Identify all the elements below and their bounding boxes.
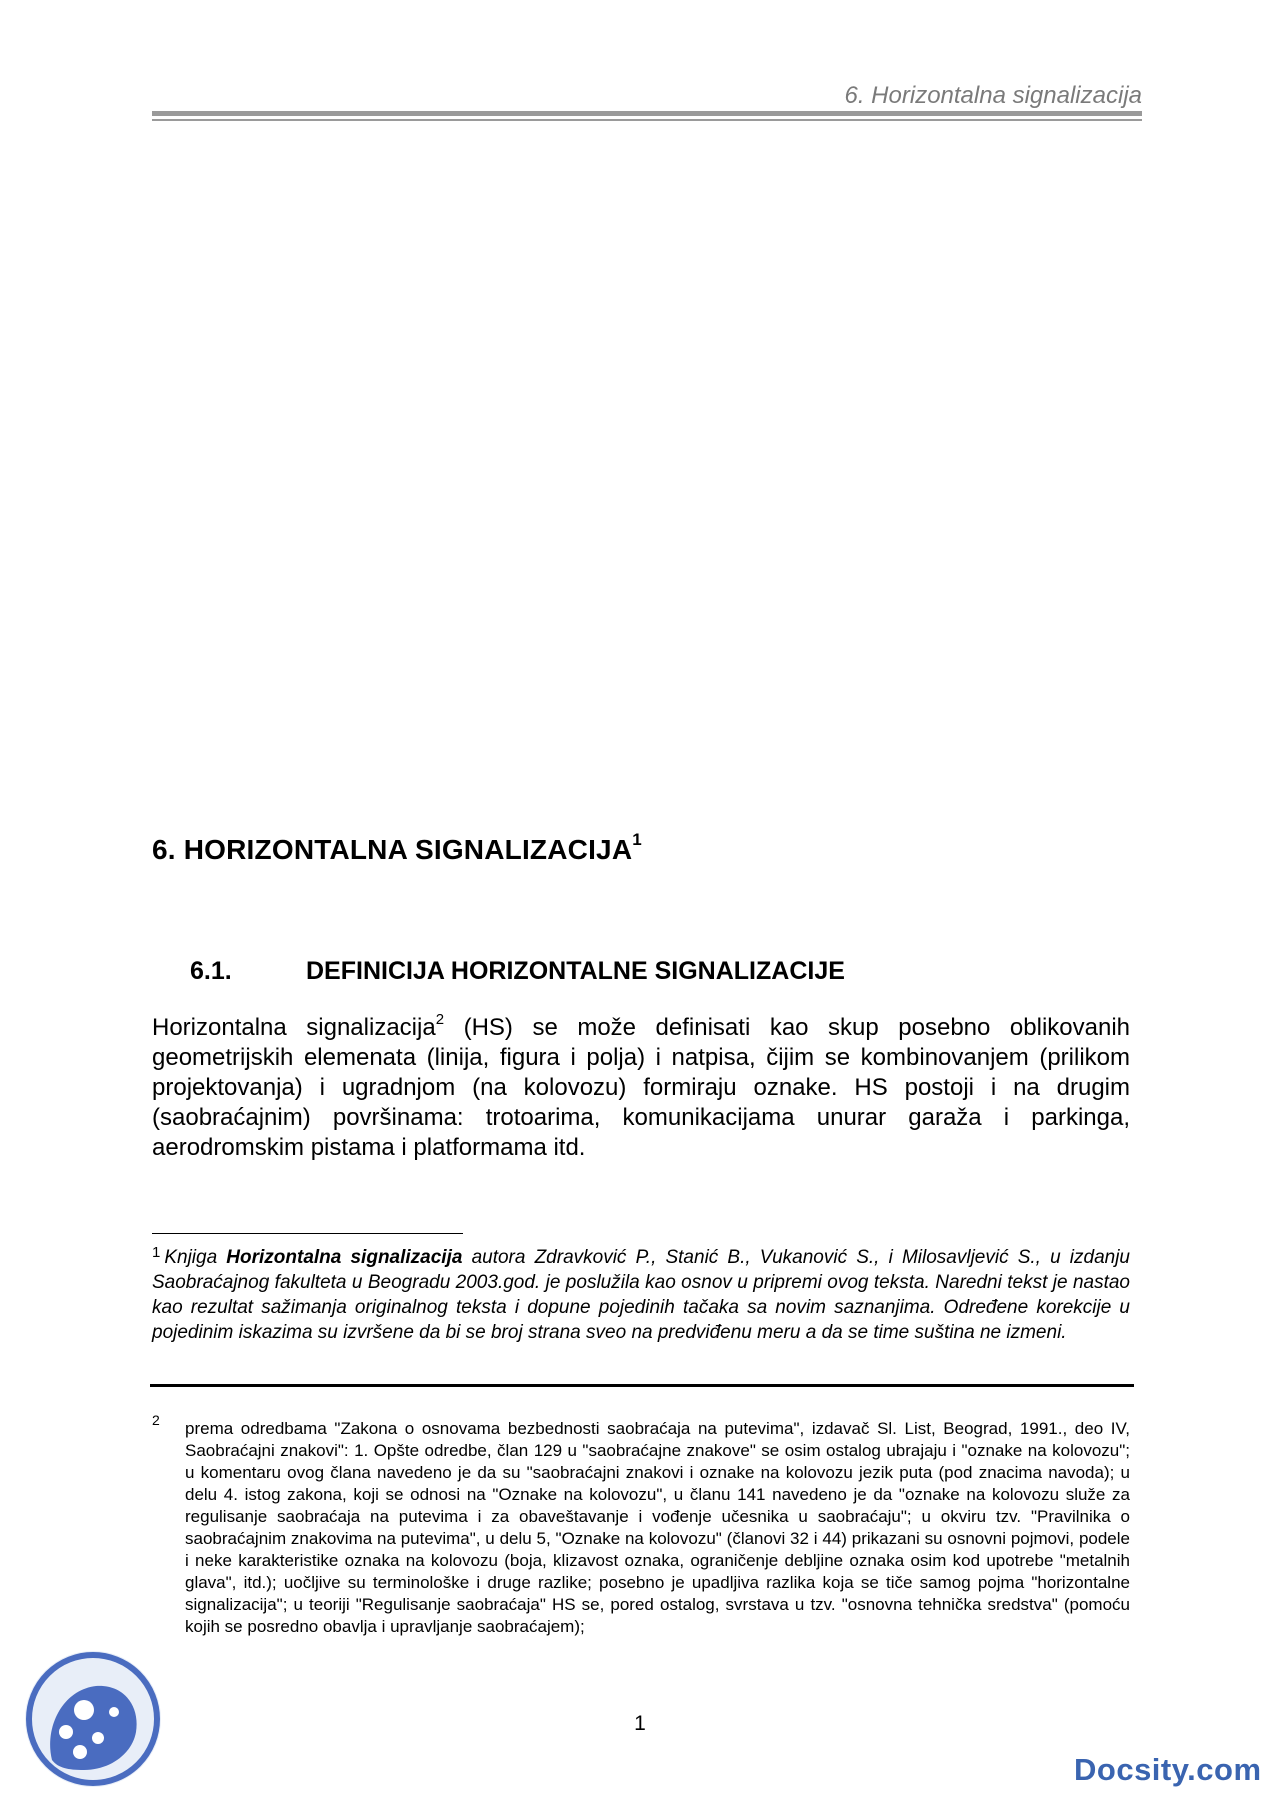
- footnote-separator: [152, 1233, 463, 1234]
- footnote-2: prema odredbama "Zakona o osnovama bezbednosti saobraćaja na putevima", izdavač Sl. List, Beograd, 1991., deo IV, Saobraćajni znakovi": 1. Opšte odredbe, član 129 u "saobraćajne znakove" se osim ostalog ubrajaju i "oznake na kolovozu"; u komentaru ovog člana navedeno je da su "saobraćajni znakovi i oznake na kolovozu jezik puta (pod znacima navoda); u delu 4. istog zakona, koji se odnosi na "Oznake na kolovozu", u članu 141 navedeno je da "oznake na kolovozu služe za regulisanje saobraćaja na putevima i za obaveštavanje i vođenje učesnika u saobraćaju"; u okviru tzv. "Pravilnika o saobraćajnim znakovima na putevima", u delu 5, "Oznake na kolovozu" (članovi 32 i 44) prikazani su osnovni pojmovi, podele i neke karakteristike oznaka na kolovozu (boja, klizavost oznaka, ograničenje debljine oznaka osim kod upotrebe "metalnih glava", itd.); uočljive su terminološke i druge razlike; posebno je upadljiva razlika koja se tiče samog pojma "horizontalne signalizacija"; u teoriji "Regulisanje saobraćaja" HS se, pored ostalog, svrstava u tzv. "osnovna tehnička sredstva" (pomoću kojih se posredno obavlja i upravljanje saobraćajem);: [185, 1419, 1130, 1636]
- docsity-logo-icon: [22, 1648, 164, 1790]
- footnote-1: [152, 1245, 1130, 1345]
- footnote-1-lead: Knjiga: [164, 1247, 227, 1268]
- section-title: DEFINICIJA HORIZONTALNE SIGNALIZACIJE: [306, 957, 845, 985]
- footnote-1-mark: 1: [152, 1244, 161, 1261]
- footnote-2-mark: 2: [152, 1412, 160, 1428]
- footnote-1-rest: autora Zdravković P., Stanić B., Vukanović S., i Milosavljević S., u izdanju Saobraćajnog fakulteta u Beogradu 2003.god. je poslužila kao osnov u pripremi ovog teksta. Naredni tekst je nastao kao rezultat sažimanja originalnog teksta i dopune pojedinih tačaka sa novim saznanjima. Određene korekcije u pojedinim iskazima su izvršene da bi se broj strana sveo na predviđenu meru a da se time suština ne izmeni.: [152, 1247, 1130, 1343]
- header-rule-thin: [152, 119, 1142, 121]
- section-number: 6.1.: [190, 957, 232, 985]
- footnote-ref-2[interactable]: 2: [435, 1011, 445, 1028]
- paragraph-part1: Horizontalna signalizacija: [152, 1014, 436, 1041]
- footnote-1-book-title: Horizontalna signalizacija: [226, 1247, 463, 1268]
- header-rule: [152, 111, 1142, 116]
- paragraph-part2: (HS) se može definisati kao skup posebno oblikovanih geometrijskih elemenata (linija, figura i polja) i natpisa, čijim se kombinovanjem (prilikom projektovanja) i ugradnjom (na kolovozu) formiraju oznake. HS postoji i na drugim (saobraćajnim) površinama: trotoarima, komunikacijama unurar garaža i parkinga, aerodromskim pistama i platformama itd.: [152, 1014, 1131, 1161]
- page-number: 1: [634, 1712, 646, 1735]
- body-paragraph: [152, 1013, 1130, 1163]
- footnote-rule: [150, 1384, 1134, 1387]
- section-heading: [190, 957, 1090, 986]
- running-header: 6. Horizontalna signalizacija: [844, 82, 1142, 109]
- chapter-title: [152, 830, 642, 866]
- chapter-title-text: 6. HORIZONTALNA SIGNALIZACIJA: [152, 834, 633, 865]
- docsity-wordmark[interactable]: Docsity.com: [1074, 1752, 1262, 1787]
- footnote-ref-1[interactable]: 1: [632, 830, 642, 849]
